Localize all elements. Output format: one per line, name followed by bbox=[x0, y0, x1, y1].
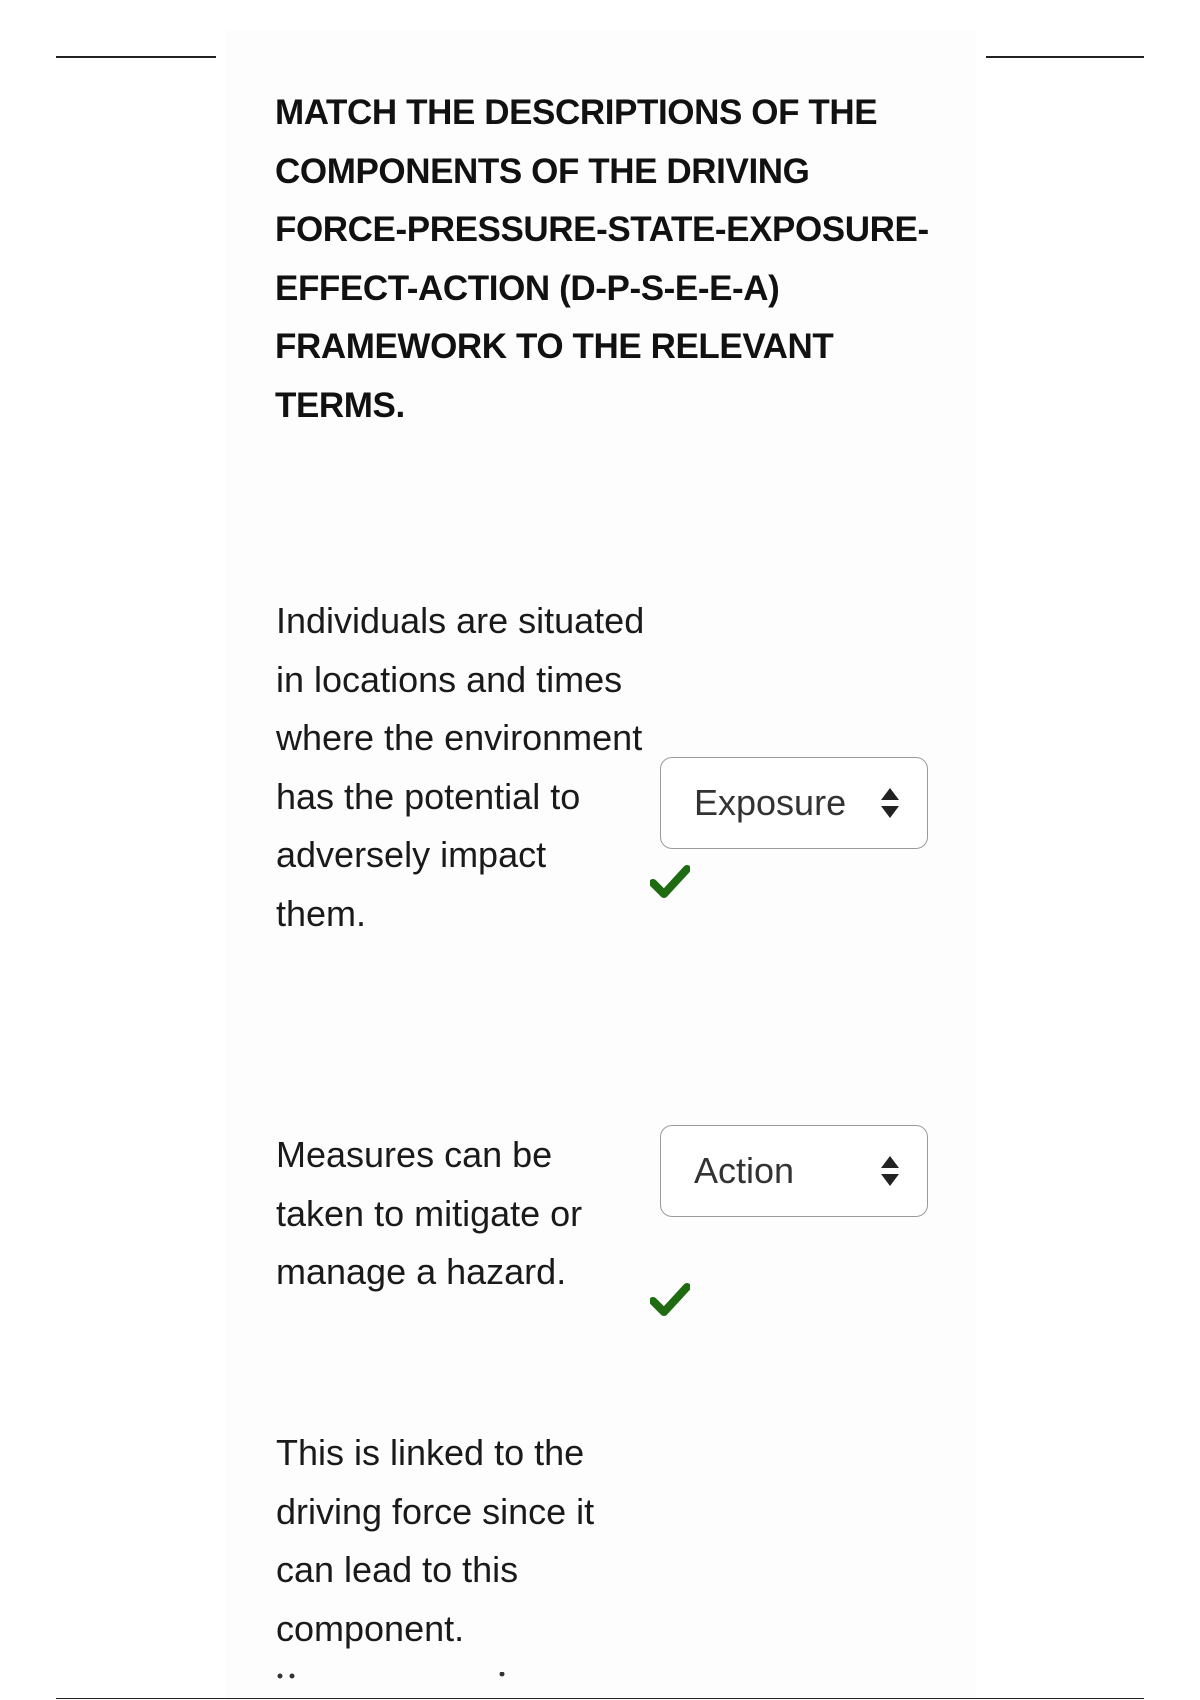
top-right-rule bbox=[986, 56, 1144, 58]
select-arrows-icon bbox=[881, 1156, 899, 1186]
answer-select[interactable] bbox=[660, 1125, 928, 1217]
select-arrows-icon bbox=[881, 788, 899, 818]
bottom-rule bbox=[56, 1698, 1144, 1699]
answer-select-value: Action bbox=[694, 1150, 795, 1191]
match-row bbox=[276, 1126, 976, 1302]
cropped-text-fragment bbox=[276, 1672, 516, 1680]
match-description: This is linked to the driving force since it can lead to this component. bbox=[276, 1432, 595, 1649]
question-title: MATCH THE DESCRIPTIONS OF THE COMPONENTS OF THE DRIVING FORCE-PRESSURE-STATE-EXPOSURE-EFFECT-ACTION (D-P-S-E-E-A) FRAMEWORK TO THE RELEVANT TERMS. bbox=[275, 93, 929, 425]
answer-select[interactable] bbox=[660, 757, 928, 849]
match-description: Individuals are situated in locations and times where the environment has the potential to adversely impact them. bbox=[276, 600, 645, 934]
top-left-rule bbox=[56, 56, 216, 58]
match-description: Measures can be taken to mitigate or manage a hazard. bbox=[276, 1134, 583, 1293]
answer-select-value: Exposure bbox=[694, 782, 847, 823]
match-row bbox=[276, 592, 976, 944]
match-row bbox=[276, 1424, 976, 1658]
check-icon bbox=[650, 864, 690, 900]
check-icon bbox=[650, 1282, 690, 1318]
